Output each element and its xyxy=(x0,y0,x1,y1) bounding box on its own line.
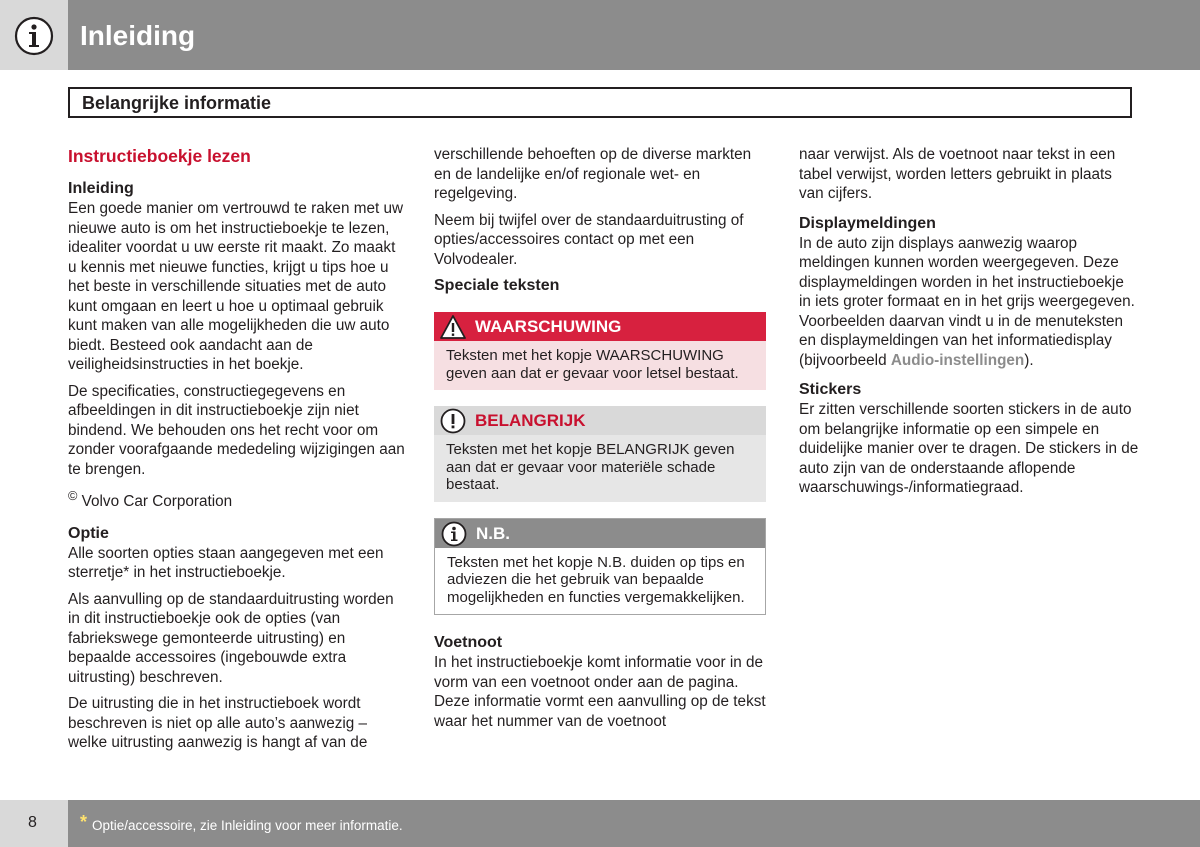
option-heading: Optie xyxy=(68,524,109,542)
important-label: BELANGRIJK xyxy=(475,411,586,430)
warning-triangle-icon xyxy=(440,314,466,340)
intro-heading: Inleiding xyxy=(68,180,134,197)
note-box xyxy=(434,518,766,616)
important-text: Teksten met het kopje BELANGRIJK geven aan dat er gevaar voor materiële schade bestaat. xyxy=(434,435,766,502)
info-icon xyxy=(441,521,467,547)
note-label: N.B. xyxy=(476,523,510,543)
section-title: Belangrijke informatie xyxy=(82,93,272,113)
audio-settings-message: Audio-instellingen xyxy=(890,351,1025,369)
footnote-paragraph: In het instructieboekje komt informatie voor in de vorm van een voetnoot onder aan de pagina. Deze informatie vormt een aanvulling op de tekst waar het nummer van de voetnoot xyxy=(434,654,766,730)
continued-paragraph: verschillende behoeften op de diverse markten en de landelijke en/of regionale wet- en regelgeving. xyxy=(434,146,752,202)
dealer-paragraph: Neem bij twijfel over de standaarduitrusting of opties/accessoires contact op met een Volvodealer. xyxy=(434,211,744,268)
column-3 xyxy=(799,145,1139,505)
warning-label: WAARSCHUWING xyxy=(475,317,622,336)
important-box xyxy=(434,406,766,502)
copyright-symbol: © xyxy=(68,488,78,503)
equipment-paragraph: De uitrusting die in het instructieboek wordt beschreven is niet op alle auto’s aanwezig – welke uitrusting aanwezig is hangt af van de xyxy=(68,695,368,752)
display-text-start: In de auto zijn displays aanwezig waarop meldingen kunnen worden weergegeven. Deze displaymeldingen worden in het instructieboekje in iets groter formaat en in het grijs weergegeven. Voorbeelden daarvan vindt u in de menuteksten en displaymeldingen van het informatiedisplay (bijvoorbeeld xyxy=(799,234,1135,369)
footer-bar xyxy=(68,800,1200,847)
page-number: 8 xyxy=(28,814,37,831)
display-messages-heading: Displaymeldingen xyxy=(799,214,936,232)
note-text: Teksten met het kopje N.B. duiden op tips en adviezen die het gebruik van bepaalde mogelijkheden en functies vergemakkelijken. xyxy=(435,548,765,615)
topic-heading: Instructieboekje lezen xyxy=(68,146,251,166)
copyright-text: Volvo Car Corporation xyxy=(77,493,233,511)
option-paragraph: Alle soorten opties staan aangegeven met een sterretje* in het instructieboekje. xyxy=(68,544,384,582)
accessory-paragraph: Als aanvulling op de standaarduitrusting worden in dit instructieboekje ook de opties (van fabriekswege gemonteerde uitrusting) en bepaalde accessoires (ingebouwde extra uitrusting) beschreven. xyxy=(68,590,394,686)
page-number-box xyxy=(0,800,68,847)
column-2 xyxy=(434,145,766,738)
special-texts-heading: Speciale teksten xyxy=(434,277,560,294)
note-header xyxy=(435,519,765,548)
continued-paragraph: naar verwijst. Als de voetnoot naar tekst in een tabel verwijst, worden letters gebruikt in plaats van cijfers. xyxy=(799,146,1116,202)
warning-text: Teksten met het kopje WAARSCHUWING geven aan dat er gevaar voor letsel bestaat. xyxy=(434,341,766,390)
section-title-box xyxy=(68,87,1132,118)
chapter-title: Inleiding xyxy=(80,20,196,51)
chapter-icon-box xyxy=(0,0,68,70)
footnote-heading: Voetnoot xyxy=(434,634,503,651)
stickers-heading: Stickers xyxy=(799,381,862,398)
column-1 xyxy=(68,145,408,760)
display-text-end: ). xyxy=(1024,351,1034,369)
footer-star: * xyxy=(80,812,88,832)
exclamation-icon xyxy=(440,408,466,434)
warning-header xyxy=(434,312,766,341)
intro-paragraph: Een goede manier om vertrouwd te raken met uw nieuwe auto is om het instructieboekje te lezen, idealiter voordat u uw eerste rit maakt. Zo maakt u kennis met nieuwe functies, krijgt u tips hoe u het beste in verschillende situaties met de auto kunt omgaan en leert u hoe u optimaal gebruik kunt maken van alle mogelijkheden die uw auto biedt. Besteed ook aandacht aan de veiligheidsinstructies in het boekje. xyxy=(68,200,404,373)
warning-box xyxy=(434,312,766,390)
spec-paragraph: De specificaties, constructiegegevens en afbeeldingen in dit instructieboekje zijn niet bindend. We behouden ons het recht voor om zonder voorafgaande mededeling wijzigingen aan te brengen. xyxy=(68,382,405,478)
chapter-header xyxy=(68,0,1200,70)
display-messages-paragraph xyxy=(799,234,1139,371)
stickers-paragraph: Er zitten verschillende soorten stickers in de auto om belangrijke informatie op een simpele en duidelijke manier over te dragen. De stickers in de auto zijn van de onderstaande aflopende waarschuwings-/informatiegraad. xyxy=(799,401,1139,496)
important-header xyxy=(434,406,766,435)
info-icon xyxy=(14,16,54,56)
copyright-line xyxy=(68,486,408,512)
footer-note: Optie/accessoire, zie Inleiding voor meer informatie. xyxy=(92,818,403,833)
